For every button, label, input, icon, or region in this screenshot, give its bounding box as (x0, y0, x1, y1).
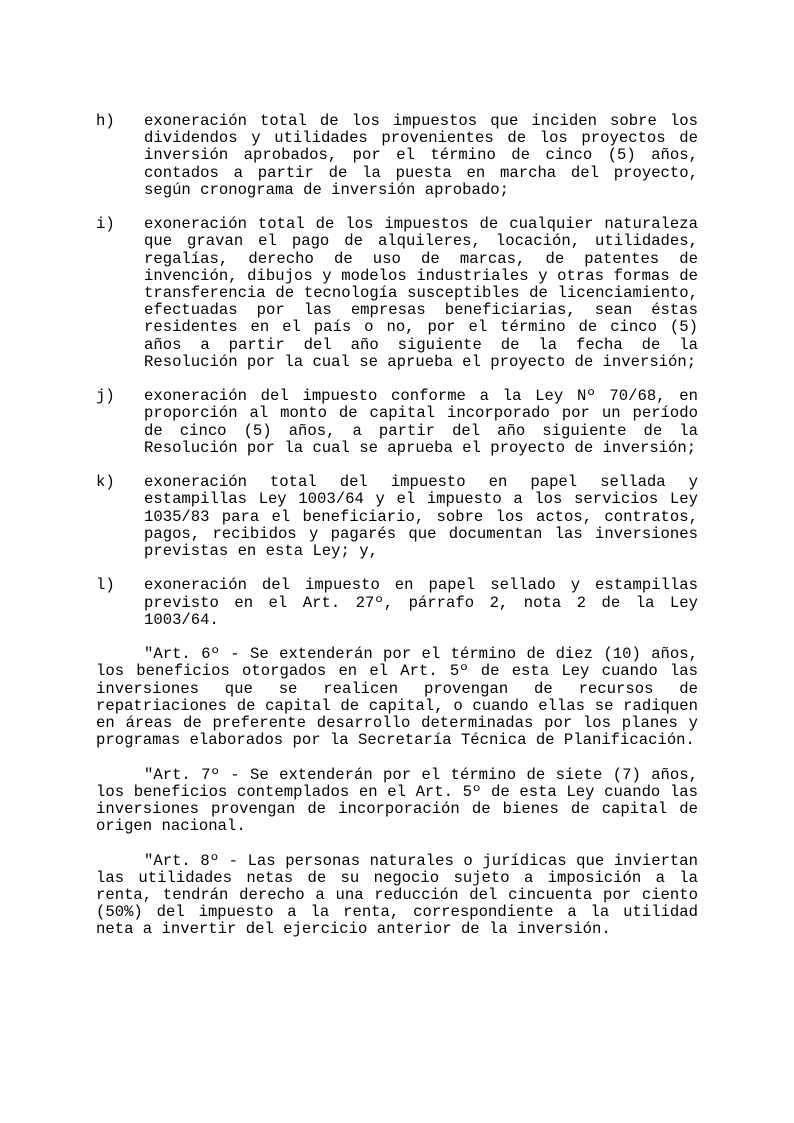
list-item-k (96, 474, 698, 560)
item-letter: k) (96, 473, 115, 492)
document-page (96, 113, 698, 956)
item-text: exoneración total de los impuestos que inciden sobre los dividendos y utilidades provenientes de los proyectos de inversión aprobados, por el término de cinco (5) años, contados a partir de la puesta en marcha del proyecto, según cronograma de inversión aprobado; (144, 112, 698, 199)
article-8-paragraph: "Art. 8º - Las personas naturales o jurídicas que inviertan las utilidades netas de su negocio sujeto a imposición a la renta, tendrán derecho a una reducción del cincuenta por ciento (50%) del impuesto a la renta, correspondiente a la utilidad neta a invertir del ejercicio anterior de la inversión. (96, 851, 698, 939)
item-text: exoneración del impuesto en papel sellado y estampillas previsto en el Art. 27º, párrafo 2, nota 2 de la Ley 1003/64. (144, 576, 698, 629)
item-text: exoneración total de los impuestos de cualquier naturaleza que gravan el pago de alquileres, locación, utilidades, regalías, derecho de uso de marcas, de patentes de invención, dibujos y modelos industriales y otras formas de transferencia de tecnología susceptibles de licenciamiento, efectuadas por las empresas beneficiarias, sean éstas residentes en el país o no, por el término de cinco (5) años a partir del año siguiente de la fecha de la Resolución por la cual se aprueba el proyecto de inversión; (144, 215, 698, 371)
item-letter: j) (96, 387, 115, 406)
item-text: exoneración del impuesto conforme a la Ley Nº 70/68, en proporción al monto de capital incorporado por un período de cinco (5) años, a partir del año siguiente de la Resolución por la cual se aprueba el proyecto de inversión; (144, 387, 698, 457)
item-letter: l) (96, 576, 115, 595)
list-item-i (96, 216, 698, 371)
list-item-l (96, 577, 698, 629)
article-6-paragraph: "Art. 6º - Se extenderán por el término de diez (10) años, los beneficios otorgados en el Art. 5º de esta Ley cuando las inversiones que se realicen provengan de recursos de repatriaciones de capital de capital, o cuando ellas se radiquen en áreas de preferente desarrollo determinadas por los planes y programas elaborados por la Secretaría Técnica de Planificación. (96, 645, 698, 750)
item-letter: h) (96, 112, 115, 130)
list-item-j (96, 388, 698, 457)
item-letter: i) (96, 215, 115, 234)
article-7-paragraph: "Art. 7º - Se extenderán por el término de siete (7) años, los beneficios contemplados en el Art. 5º de esta Ley cuando las inversiones provengan de incorporación de bienes de capital de origen nacional. (96, 765, 698, 836)
list-item-h (96, 113, 698, 199)
item-text: exoneración total del impuesto en papel sellada y estampillas Ley 1003/64 y el impuesto a los servicios Ley 1035/83 para el beneficiario, sobre los actos, contratos, pagos, recibidos y pagarés que documentan las inversiones previstas en esta Ley; y, (144, 473, 698, 561)
